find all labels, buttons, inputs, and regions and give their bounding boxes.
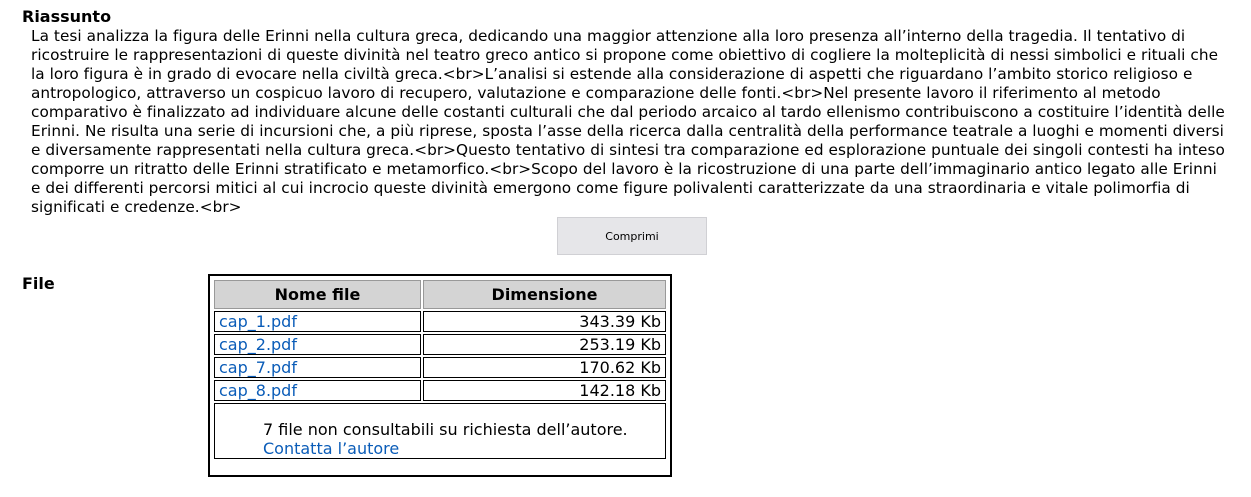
column-header-name: Nome file <box>214 280 421 309</box>
file-size-cell: 253.19 Kb <box>423 334 666 355</box>
table-row <box>214 334 666 355</box>
file-size-cell: 170.62 Kb <box>423 357 666 378</box>
table-row <box>214 311 666 332</box>
restricted-files-text: 7 file non consultabili su richiesta dell’autore. <box>263 420 628 439</box>
file-name-cell <box>214 334 421 355</box>
file-size-cell: 142.18 Kb <box>423 380 666 401</box>
file-name-cell <box>214 311 421 332</box>
collapse-button[interactable]: Comprimi <box>557 217 707 255</box>
files-table-container <box>208 274 672 477</box>
file-link-cap-7[interactable]: cap_7.pdf <box>219 358 297 377</box>
note-row <box>214 403 666 459</box>
restricted-files-note <box>214 403 666 459</box>
file-name-cell <box>214 380 421 401</box>
file-link-cap-8[interactable]: cap_8.pdf <box>219 381 297 400</box>
table-row <box>214 357 666 378</box>
files-table <box>212 278 668 461</box>
abstract-text: La tesi analizza la figura delle Erinni nella cultura greca, dedicando una maggior attenzione alla loro presenza all’interno della tragedia. Il tentativo di ricostruire le rappresentazioni di queste divinità nel teatro greco antico si propone come obiettivo di cogliere la molteplicità di nessi simbolici e rituali che la loro figura è in grado di evocare nella civiltà greca.<br>L’analisi si estende alla considerazione di aspetti che riguardano l’ambito storico religioso e antropologico, attraverso un cospicuo lavoro di recupero, valutazione e comparazione delle fonti.<br>Nel presente lavoro il riferimento al metodo comparativo è finalizzato ad individuare alcune delle costanti culturali che dal periodo arcaico al tardo ellenismo contribuiscono a costituire l’identità delle Erinni. Ne risulta una serie di incursioni che, a più riprese, sposta l’asse della ricerca dalla centralità della performance teatrale a luoghi e momenti diversi e diversamente rappresentati nella cultura greca.<br>Questo tentativo di sintesi tra comparazione ed esplorazione puntuale dei singoli contesti ha inteso comporre un ritratto delle Erinni stratificato e metamorfico.<br>Scopo del lavoro è la ricostruzione di una parte dell’immaginario antico legato alle Erinni e dei differenti percorsi mitici al cui incrocio queste divinità emergono come figure polivalenti caratterizzate da una straordinaria e vitale polimorfia di significati e credenze.<br> <box>31 27 1225 216</box>
file-size-cell: 343.39 Kb <box>423 311 666 332</box>
files-table-header <box>214 280 666 309</box>
table-row <box>214 380 666 401</box>
file-name-cell <box>214 357 421 378</box>
abstract-heading: Riassunto <box>22 7 112 26</box>
column-header-size: Dimensione <box>423 280 666 309</box>
file-link-cap-1[interactable]: cap_1.pdf <box>219 312 297 331</box>
contact-author-link[interactable]: Contatta l’autore <box>263 439 400 458</box>
files-heading: File <box>22 274 55 293</box>
file-link-cap-2[interactable]: cap_2.pdf <box>219 335 297 354</box>
